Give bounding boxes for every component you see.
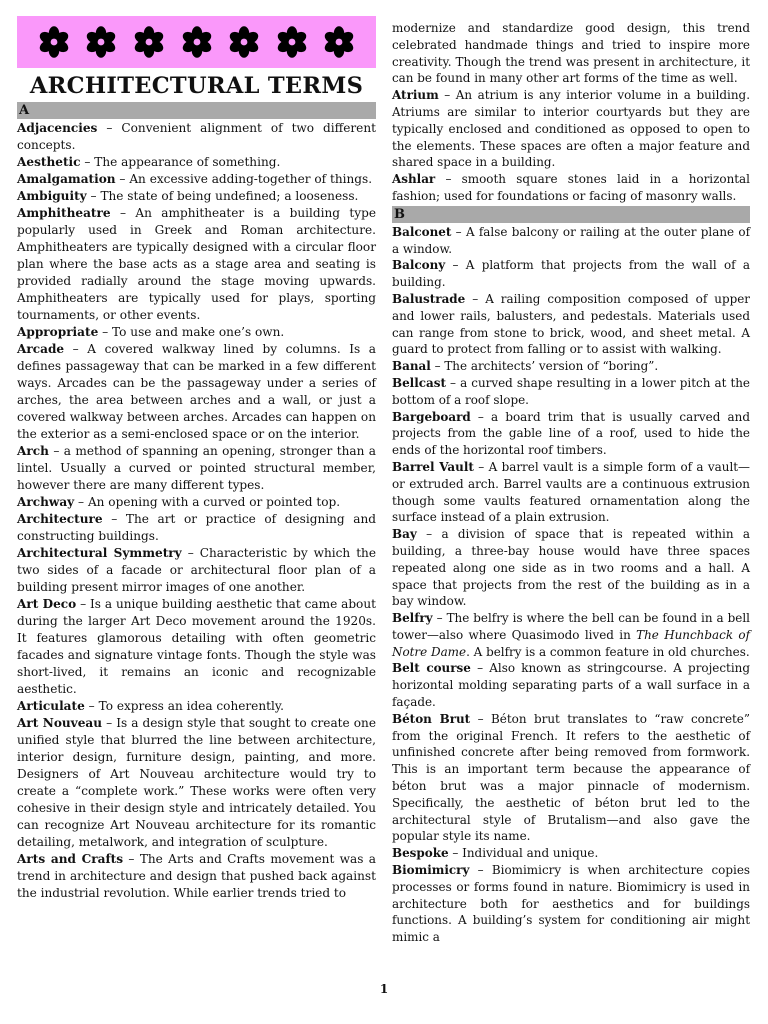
entry-term: Arts and Crafts <box>17 852 124 866</box>
glossary-entry <box>392 224 750 258</box>
glossary-entry <box>17 205 376 324</box>
entry-separator: – <box>48 444 64 458</box>
entry-term: Belt course <box>392 661 471 676</box>
entry-term: Balustrade <box>392 291 466 306</box>
entry-term: Bay <box>392 527 417 542</box>
glossary-entry <box>17 715 376 851</box>
entry-definition: a division of space that is repeated within a building, a three-bay house would have three spaces repeated along one side as in two rooms and a hall. A space that projects from the rest of the building as in a bay window. <box>392 527 751 609</box>
entry-definition: A covered walkway lined by columns. Is a defines passageway that can be marked in a few different ways. Arcades can be the passageway under a series of arches, the area between arches and a wall, or just a covered walkway between arches. Arcades can happen on the exterior as a semi-enclosed space or on the interior. <box>17 342 376 441</box>
entry-term: Atrium <box>392 88 439 103</box>
entry-definition: An opening with a curved or pointed top. <box>87 495 341 509</box>
black-flower-icon <box>227 25 261 59</box>
page-number: 1 <box>379 982 389 996</box>
entry-term: Amalgamation <box>17 172 116 186</box>
entry-definition: Is a design style that sought to create one unified style that blurred the line between architecture, interior design, furniture design, painting, and more. Designers of Art Nouveau architecture would try to create a “complete work.” These works were often very cohesive in their design style and intricately detailed. You can recognize Art Nouveau architecture for its romantic detailing, metalwork, and integration of sculpture. <box>17 716 376 849</box>
glossary-entry <box>392 291 750 358</box>
glossary-entry <box>392 526 750 610</box>
entry-definition: An amphitheater is a building type popularly used in Greek and Roman architecture. Amphitheaters are typically designed with a circular floor plan where the base acts as a stage area and seating is provided radially around the stage moving upwards. Amphitheaters are typically used for plays, sporting tournaments, or other events. <box>17 206 376 322</box>
entry-term: Amphitheatre <box>17 206 111 220</box>
entry-separator: – <box>102 512 126 526</box>
entry-definition: Is a unique building aesthetic that came about during the larger Art Deco movement around the 1920s. It features glamorous detailing with often geometric facades and signature vintage fonts. Though the style was short-lived, it remains an iconic and recognizable aesthetic. <box>17 597 376 696</box>
entry-separator: – <box>448 846 463 861</box>
page-title: ARCHITECTURAL TERMS <box>29 73 364 99</box>
section-header-b: B <box>392 206 750 223</box>
entry-separator: – <box>102 716 117 730</box>
entry-term: Archway <box>17 495 75 509</box>
glossary-entry <box>17 443 376 494</box>
entry-definition: The Arts and Crafts movement was a trend in architecture and design that pushed back against the industrial revolution. While earlier trends tried to <box>17 852 376 900</box>
glossary-entry <box>17 154 376 171</box>
glossary-entry <box>392 845 750 862</box>
entry-definition: A barrel vault is a simple form of a vault—or extruded arch. Barrel vaults are a continuous extrusion though some vaults featured ornamentation along the surface instead of a plain extrusion. <box>392 459 750 525</box>
black-flower-icon <box>180 25 214 59</box>
glossary-entry <box>392 358 750 375</box>
entry-separator: – <box>64 342 88 356</box>
entry-definition: The belfry is where the bell can be found in a bell tower—also where Quasimodo lived in <box>392 611 750 642</box>
entry-separator: – <box>473 459 489 474</box>
entry-separator: – <box>470 711 492 726</box>
entry-term: Art Nouveau <box>17 716 103 730</box>
entry-term: Ambiguity <box>17 189 87 203</box>
entry-definition: a method of spanning an opening, stronger than a lintel. Usually a curved or pointed structural member, however there are many different types. <box>17 444 376 492</box>
entry-definition: The architects’ version of “boring”. <box>444 359 659 374</box>
entry-separator: – <box>115 172 130 186</box>
entry-separator: – <box>432 611 447 626</box>
glossary-entry <box>392 660 750 710</box>
entry-separator: – <box>446 375 461 390</box>
glossary-entry <box>392 862 750 946</box>
entry-definition: Convenient alignment of two different concepts. <box>17 121 376 152</box>
glossary-entry <box>17 341 376 443</box>
entry-term: Appropriate <box>17 325 99 339</box>
entry-term: Arcade <box>17 342 65 356</box>
entry-separator: – <box>74 495 88 509</box>
entry-definition: A false balcony or railing at the outer plane of a window. <box>392 224 750 256</box>
glossary-entry <box>17 494 376 511</box>
glossary-entry <box>392 375 750 409</box>
entry-definition: a curved shape resulting in a lower pitch at the bottom of a roof slope. <box>392 375 750 407</box>
entry-term: Arch <box>17 444 49 458</box>
glossary-entry <box>17 596 376 698</box>
section-header-a: A <box>17 102 376 119</box>
entry-separator: – <box>438 88 456 103</box>
entry-term: Ashlar <box>392 172 436 187</box>
entry-separator: – <box>451 224 466 239</box>
entry-separator: – <box>445 258 466 273</box>
entry-separator: – <box>84 699 99 713</box>
entry-term: Articulate <box>17 699 85 713</box>
flower-banner <box>17 16 376 68</box>
glossary-entry <box>17 188 376 205</box>
entry-separator: – <box>181 546 200 560</box>
entry-separator: – <box>416 527 442 542</box>
entry-term: Béton Brut <box>392 711 471 726</box>
left-entry-list <box>17 120 376 902</box>
entry-definition: Individual and unique. <box>462 846 599 861</box>
entry-term: Architecture <box>17 512 103 526</box>
entry-definition: The state of being undefined; a looseness. <box>100 189 359 203</box>
entry-separator: – <box>80 155 95 169</box>
entry-separator: – <box>110 206 136 220</box>
entry-separator: – <box>97 121 122 135</box>
entry-definition: smooth square stones laid in a horizontal fashion; used for foundations or facing of masonry walls. <box>392 172 750 203</box>
entry-separator: – <box>86 189 101 203</box>
glossary-entry <box>17 851 376 902</box>
entry-term: Balcony <box>392 258 446 273</box>
entry-definition: A railing composition composed of upper and lower rails, balusters, and pedestals. Materials used can range from stone to brick, wood, and sheet metal. A guard to protect from falling or to assist with walking. <box>392 291 750 357</box>
entry-definition: Also known as stringcourse. A projecting horizontal molding separating parts of a wall surface in a façade. <box>392 661 750 710</box>
entry-term: Bellcast <box>392 375 446 390</box>
entry-separator: – <box>465 291 486 306</box>
entry-term: Banal <box>392 359 431 374</box>
entry-term: Biomimicry <box>392 863 470 878</box>
entry-separator: – <box>430 359 445 374</box>
entry-definition: An atrium is any interior volume in a building. Atriums are similar to interior courtyards but they are typically enclosed and conditioned as opposed to open to the elements. These spaces are often a major feature and shared space in a building. <box>392 88 750 170</box>
glossary-entry <box>392 87 750 171</box>
glossary-entry <box>392 171 750 205</box>
glossary-entry <box>17 324 376 341</box>
glossary-entry <box>392 409 750 459</box>
entry-separator: – <box>76 597 91 611</box>
entry-term: Art Deco <box>17 597 77 611</box>
entry-definition: . A belfry is a common feature in old churches. <box>466 644 750 659</box>
entry-term: Architectural Symmetry <box>17 546 182 560</box>
left-column <box>17 16 376 902</box>
entry-separator: – <box>123 852 140 866</box>
entry-term: Barrel Vault <box>392 459 474 474</box>
continued-definition: modernize and standardize good design, this trend celebrated handmade things and tried to inspire more creativity. Though the trend was present in architecture, it can be found in many other art forms of the time as well. <box>392 21 750 86</box>
entry-definition: A platform that projects from the wall of a building. <box>392 258 751 290</box>
glossary-entry <box>17 545 376 596</box>
entry-term: Aesthetic <box>17 155 81 169</box>
entry-term: Belfry <box>392 611 433 626</box>
glossary-entry <box>392 257 750 291</box>
right-b-entry-list <box>392 224 750 946</box>
glossary-entry <box>17 120 376 154</box>
entry-separator: – <box>470 661 490 676</box>
entry-definition: An excessive adding-together of things. <box>129 172 373 186</box>
entry-separator: – <box>470 409 492 424</box>
black-flower-icon <box>84 25 118 59</box>
black-flower-icon <box>132 25 166 59</box>
black-flower-icon <box>275 25 309 59</box>
entry-term: Adjacencies <box>17 121 98 135</box>
glossary-entry <box>17 171 376 188</box>
glossary-entry <box>17 698 376 715</box>
black-flower-icon <box>322 25 356 59</box>
entry-definition-title: The Hunchback of Notre Dame <box>392 627 751 659</box>
entry-separator: – <box>98 325 113 339</box>
entry-definition: Biomimicry is when architecture copies processes or forms found in nature. Biomimicry is used in architecture both for aesthetics and for buildings functions. A building’s system for conditioning air might mimic a <box>392 863 751 945</box>
glossary-entry <box>392 459 750 526</box>
entry-definition: a board trim that is usually carved and projects from the gable line of a roof, used to hide the ends of the horizontal roof timbers. <box>392 409 750 458</box>
entry-term: Balconet <box>392 224 452 239</box>
entry-definition: To express an idea coherently. <box>98 699 284 713</box>
entry-term: Bargeboard <box>392 409 471 424</box>
entry-definition: The appearance of something. <box>94 155 281 169</box>
glossary-entry <box>392 711 750 845</box>
right-a-entry-list <box>392 87 750 205</box>
right-column <box>392 20 750 946</box>
glossary-entry <box>17 511 376 545</box>
entry-term: Bespoke <box>392 846 449 861</box>
entry-definition: The art or practice of designing and constructing buildings. <box>17 512 376 543</box>
entry-separator: – <box>435 172 462 187</box>
entry-definition: To use and make one’s own. <box>112 325 285 339</box>
entry-definition: Béton brut translates to “raw concrete” from the original French. It refers to the aesthetic of unfinished concrete after being removed from formwork. This is an important term because the appearance of béton brut was a major pinnacle of modernism. Specifically, the aesthetic of béton brut led to the architectural style of Brutalism—and also gave the popular style its name. <box>392 711 750 844</box>
entry-definition: Characteristic by which the two sides of a facade or architectural floor plan of a building present mirror images of one another. <box>17 546 377 594</box>
entry-separator: – <box>469 863 492 878</box>
glossary-entry <box>392 610 750 660</box>
black-flower-icon <box>37 25 71 59</box>
